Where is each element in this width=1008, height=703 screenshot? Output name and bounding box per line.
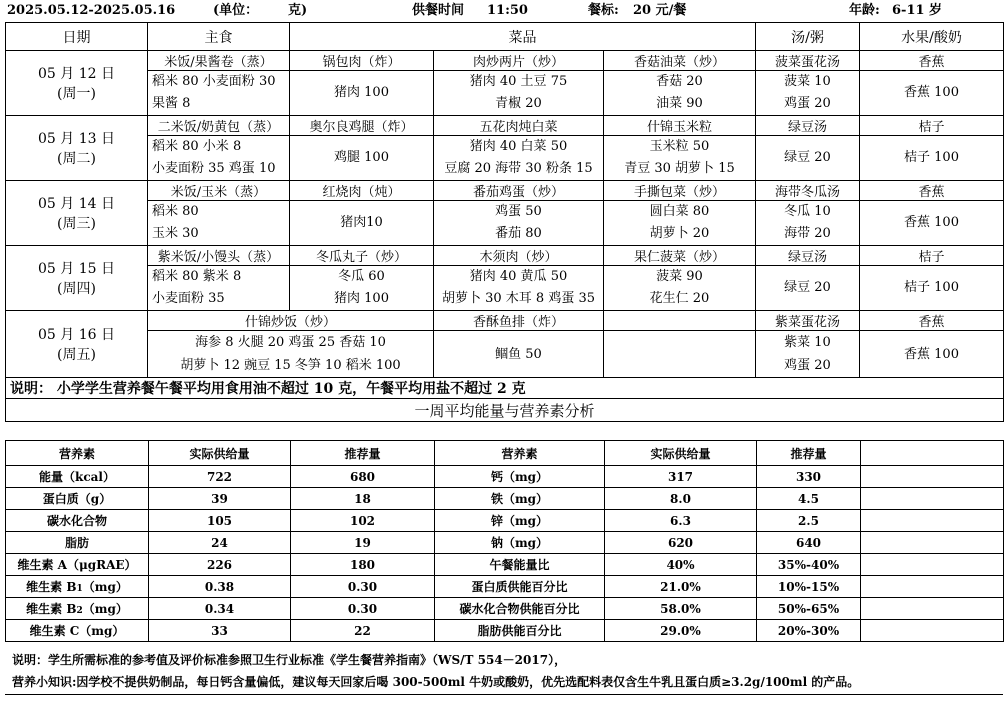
dish3-ingredients: 圆白菜 80 胡萝卜 20 [604, 201, 756, 246]
recommended-value: 22 [291, 620, 435, 642]
ingredient-row [6, 201, 1004, 246]
nutrition-row [6, 488, 1004, 510]
blank-cell [861, 510, 1004, 532]
soup-name: 菠菜蛋花汤 [756, 51, 860, 71]
col-staple-header: 主食 [148, 23, 290, 51]
actual-header: 实际供给量 [605, 441, 757, 466]
nutrient-name: 蛋白质（g） [6, 488, 149, 510]
actual-value: 29.0% [605, 620, 757, 642]
staple-ingredients: 海参 8 火腿 20 鸡蛋 25 香菇 10 胡萝卜 12 豌豆 15 冬笋 10 稻米 100 [148, 331, 434, 378]
blank-cell [861, 466, 1004, 488]
nutrient-name: 维生素 B2（mg） [6, 598, 149, 620]
soup-ingredients: 绿豆 20 [756, 266, 860, 311]
age-label: 年龄: [849, 3, 880, 18]
day-cell [6, 51, 148, 116]
recommended-value: 102 [291, 510, 435, 532]
nutrient-name: 维生素 C（mg） [6, 620, 149, 642]
soup-ingredients: 菠菜 10 鸡蛋 20 [756, 71, 860, 116]
blank-cell [861, 598, 1004, 620]
serving-time-label: 供餐时间 [412, 3, 465, 18]
dish-empty [604, 331, 756, 378]
nutrient-name: 钠（mg） [435, 532, 605, 554]
soup-name: 绿豆汤 [756, 246, 860, 266]
day-date: 05 月 12 日 [38, 66, 115, 82]
nutrition-header-row [6, 441, 1004, 466]
soup-name: 绿豆汤 [756, 116, 860, 136]
nutrient-name: 锌（mg） [435, 510, 605, 532]
recommended-value: 330 [757, 466, 861, 488]
dish2-ingredients: 猪肉 40 白菜 50 豆腐 20 海带 30 粉条 15 [434, 136, 604, 181]
nutrition-row [6, 620, 1004, 642]
nutrient-name: 脂肪 [6, 532, 149, 554]
actual-value: 0.34 [149, 598, 291, 620]
dish3-name: 果仁菠菜（炒） [604, 246, 756, 266]
blank-cell [861, 441, 1004, 466]
recommended-value: 20%-30% [757, 620, 861, 642]
actual-value: 39 [149, 488, 291, 510]
recommended-value: 0.30 [291, 576, 435, 598]
footer-standard-note: 说明：学生所需标准的参考值及评价标准参照卫生行业标准《学生餐营养指南》（WS/T 554－2017）， [12, 653, 567, 667]
age-value: 6-11 岁 [892, 3, 943, 18]
actual-value: 620 [605, 532, 757, 554]
fruit-ingredients: 香蕉 100 [860, 201, 1004, 246]
dish2-name: 木须肉（炒） [434, 246, 604, 266]
dish2-ingredients: 鸡蛋 50 番茄 80 [434, 201, 604, 246]
nutrient-name: 钙（mg） [435, 466, 605, 488]
actual-value: 33 [149, 620, 291, 642]
actual-value: 8.0 [605, 488, 757, 510]
blank-cell [861, 554, 1004, 576]
menu-header-row [6, 23, 1004, 51]
recommended-value: 4.5 [757, 488, 861, 510]
nutrition-table [5, 440, 1004, 642]
staple-ingredients: 稻米 80 小米 8 小麦面粉 35 鸡蛋 10 [148, 136, 290, 181]
recommended-header: 推荐量 [757, 441, 861, 466]
day-date: 05 月 16 日 [38, 327, 115, 343]
day-row [6, 116, 1004, 136]
day-row [6, 181, 1004, 201]
day-row [6, 51, 1004, 71]
dish-empty [604, 311, 756, 331]
blank-cell [861, 488, 1004, 510]
dish1-ingredients: 猪肉10 [290, 201, 434, 246]
nutrient-name: 碳水化合物供能百分比 [435, 598, 605, 620]
fruit-name: 香蕉 [860, 311, 1004, 331]
col-soup-header: 汤/粥 [756, 23, 860, 51]
col-dishes-header: 菜品 [290, 23, 756, 51]
actual-value: 0.38 [149, 576, 291, 598]
day-weekday: (周三) [57, 216, 96, 232]
actual-value: 58.0% [605, 598, 757, 620]
blank-cell [861, 532, 1004, 554]
unit-value: 克) [288, 3, 308, 18]
soup-ingredients: 绿豆 20 [756, 136, 860, 181]
nutrition-row [6, 532, 1004, 554]
soup-name: 海带冬瓜汤 [756, 181, 860, 201]
ingredient-row [6, 331, 1004, 378]
footer-nutrition-tip: 营养小知识:因学校不提供奶制品，每日钙含量偏低，建议每天回家后喝 300-500ml 牛奶或酸奶，优先选配料表仅含生牛乳且蛋白质≥3.2g/100ml 的产品。 [12, 675, 860, 689]
analysis-title-row [6, 399, 1004, 422]
dish2-name: 肉炒两片（炒） [434, 51, 604, 71]
staple-name: 什锦炒饭（炒） [148, 311, 434, 331]
dish2-name: 番茄鸡蛋（炒） [434, 181, 604, 201]
dish3-name: 手撕包菜（炒） [604, 181, 756, 201]
oil-salt-note-row [6, 378, 1004, 399]
soup-ingredients: 冬瓜 10 海带 20 [756, 201, 860, 246]
dish1-ingredients: 冬瓜 60 猪肉 100 [290, 266, 434, 311]
nutrient-header: 营养素 [435, 441, 605, 466]
nutrient-name: 能量（kcal） [6, 466, 149, 488]
day-weekday: (周四) [57, 281, 96, 297]
dish3-ingredients: 香菇 20 油菜 90 [604, 71, 756, 116]
day-cell [6, 116, 148, 181]
ingredient-row [6, 136, 1004, 181]
soup-ingredients: 紫菜 10 鸡蛋 20 [756, 331, 860, 378]
staple-ingredients: 稻米 80 紫米 8 小麦面粉 35 [148, 266, 290, 311]
fruit-name: 桔子 [860, 246, 1004, 266]
nutrient-name: 午餐能量比 [435, 554, 605, 576]
fruit-ingredients: 香蕉 100 [860, 71, 1004, 116]
dish1-name: 红烧肉（炖） [290, 181, 434, 201]
day-row [6, 311, 1004, 331]
nutrition-row [6, 510, 1004, 532]
staple-name: 米饭/玉米（蒸） [148, 181, 290, 201]
actual-value: 24 [149, 532, 291, 554]
fruit-name: 桔子 [860, 116, 1004, 136]
blank-cell [861, 576, 1004, 598]
nutrition-row [6, 466, 1004, 488]
oil-salt-note: 说明： 小学学生营养餐午餐平均用食用油不超过 10 克，午餐平均用盐不超过 2 克 [6, 378, 1004, 399]
footer-divider [5, 694, 1003, 695]
dish2-ingredients: 猪肉 40 土豆 75 青椒 20 [434, 71, 604, 116]
nutrient-name: 碳水化合物 [6, 510, 149, 532]
nutrient-name: 铁（mg） [435, 488, 605, 510]
day-weekday: (周五) [57, 347, 96, 363]
day-cell [6, 246, 148, 311]
recommended-value: 0.30 [291, 598, 435, 620]
dish3-ingredients: 菠菜 90 花生仁 20 [604, 266, 756, 311]
day-date: 05 月 14 日 [38, 196, 115, 212]
actual-value: 226 [149, 554, 291, 576]
fruit-name: 香蕉 [860, 51, 1004, 71]
staple-ingredients: 稻米 80 玉米 30 [148, 201, 290, 246]
recommended-value: 35%-40% [757, 554, 861, 576]
actual-value: 105 [149, 510, 291, 532]
weekly-menu-table [5, 22, 1004, 422]
actual-header: 实际供给量 [149, 441, 291, 466]
day-weekday: (周二) [57, 151, 96, 167]
day-date: 05 月 15 日 [38, 261, 115, 277]
recommended-value: 19 [291, 532, 435, 554]
fruit-ingredients: 桔子 100 [860, 136, 1004, 181]
staple-name: 二米饭/奶黄包（蒸） [148, 116, 290, 136]
nutrient-header: 营养素 [6, 441, 149, 466]
dish1-name: 奥尔良鸡腿（炸） [290, 116, 434, 136]
recommended-value: 10%-15% [757, 576, 861, 598]
day-cell [6, 181, 148, 246]
fruit-ingredients: 桔子 100 [860, 266, 1004, 311]
dish1-name: 香酥鱼排（炸） [434, 311, 604, 331]
staple-ingredients: 稻米 80 小麦面粉 30 果酱 8 [148, 71, 290, 116]
nutrient-name: 蛋白质供能百分比 [435, 576, 605, 598]
actual-value: 6.3 [605, 510, 757, 532]
dish3-ingredients: 玉米粒 50 青豆 30 胡萝卜 15 [604, 136, 756, 181]
serving-time-value: 11:50 [487, 3, 528, 18]
actual-value: 317 [605, 466, 757, 488]
col-date-header: 日期 [6, 23, 148, 51]
nutrition-row [6, 598, 1004, 620]
dish1-ingredients: 鸡腿 100 [290, 136, 434, 181]
recommended-value: 18 [291, 488, 435, 510]
ingredient-row [6, 71, 1004, 116]
nutrient-name: 维生素 A（μgRAE） [6, 554, 149, 576]
analysis-title: 一周平均能量与营养素分析 [6, 399, 1004, 422]
dish1-name: 锅包肉（炸） [290, 51, 434, 71]
nutrition-row [6, 576, 1004, 598]
recommended-value: 180 [291, 554, 435, 576]
nutrient-name: 脂肪供能百分比 [435, 620, 605, 642]
col-fruit-header: 水果/酸奶 [860, 23, 1004, 51]
price-label: 餐标: [588, 3, 619, 18]
recommended-value: 640 [757, 532, 861, 554]
nutrient-name: 维生素 B1（mg） [6, 576, 149, 598]
dish1-name: 冬瓜丸子（炒） [290, 246, 434, 266]
dish3-name: 什锦玉米粒 [604, 116, 756, 136]
recommended-value: 2.5 [757, 510, 861, 532]
unit-label: (单位： [213, 3, 259, 18]
dish1-ingredients: 鲴鱼 50 [434, 331, 604, 378]
dish3-name: 香菇油菜（炒） [604, 51, 756, 71]
recommended-value: 680 [291, 466, 435, 488]
staple-name: 紫米饭/小馒头（蒸） [148, 246, 290, 266]
dish2-name: 五花肉炖白菜 [434, 116, 604, 136]
actual-value: 722 [149, 466, 291, 488]
day-weekday: (周一) [57, 86, 96, 102]
recommended-header: 推荐量 [291, 441, 435, 466]
day-row [6, 246, 1004, 266]
dish2-ingredients: 猪肉 40 黄瓜 50 胡萝卜 30 木耳 8 鸡蛋 35 [434, 266, 604, 311]
actual-value: 21.0% [605, 576, 757, 598]
actual-value: 40% [605, 554, 757, 576]
soup-name: 紫菜蛋花汤 [756, 311, 860, 331]
blank-cell [861, 620, 1004, 642]
nutrition-row [6, 554, 1004, 576]
fruit-ingredients: 香蕉 100 [860, 331, 1004, 378]
staple-name: 米饭/果酱卷（蒸） [148, 51, 290, 71]
date-range: 2025.05.12-2025.05.16 [7, 3, 176, 18]
day-cell [6, 311, 148, 378]
ingredient-row [6, 266, 1004, 311]
fruit-name: 香蕉 [860, 181, 1004, 201]
day-date: 05 月 13 日 [38, 131, 115, 147]
price-value: 20 元/餐 [633, 3, 687, 18]
dish1-ingredients: 猪肉 100 [290, 71, 434, 116]
recommended-value: 50%-65% [757, 598, 861, 620]
